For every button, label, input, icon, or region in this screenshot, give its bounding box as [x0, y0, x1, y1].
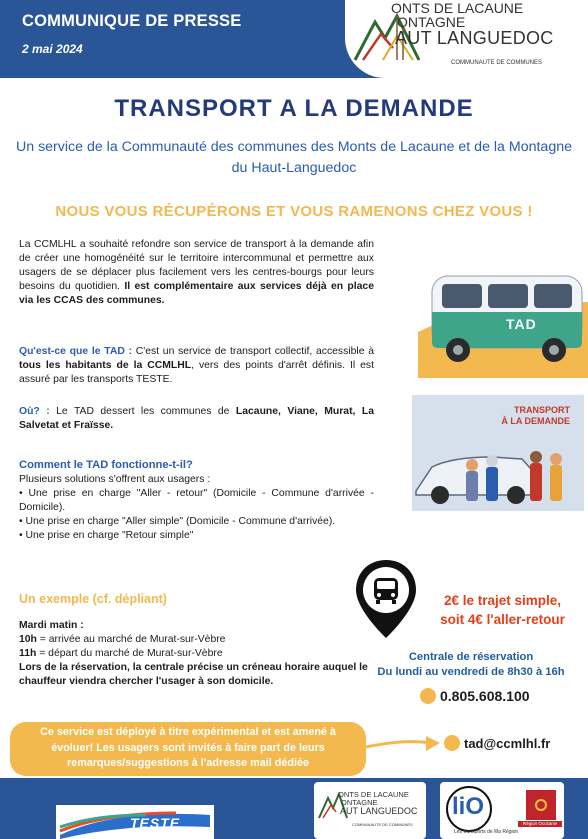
teste-logo-text: TESTE — [130, 815, 181, 831]
how-it-works-list — [19, 473, 374, 543]
lio-logo — [440, 782, 564, 839]
price-info — [420, 591, 585, 629]
logo-text-line1: ONTS DE LACAUNE — [391, 0, 524, 16]
where-paragraph — [19, 405, 374, 433]
where-text: Le TAD dessert les communes de — [49, 406, 236, 417]
occitanie-flag-icon — [526, 790, 556, 820]
occitanie-label: Région Occitanie — [518, 821, 562, 827]
footer-logo-line4: COMMUNAUTE DE COMMUNES — [352, 822, 413, 827]
reservation-center — [355, 650, 587, 680]
email-icon — [444, 735, 460, 751]
arrow-icon — [364, 733, 446, 757]
teste-logo — [56, 805, 214, 839]
price-line2: soit 4€ l'aller-retour — [440, 612, 565, 627]
price-line1: 2€ le trajet simple, — [443, 593, 562, 608]
page-title: TRANSPORT A LA DEMANDE — [114, 95, 474, 122]
email-contact[interactable] — [444, 735, 550, 751]
footer-ccmlhl-logo — [314, 782, 426, 839]
example-heading: Un exemple (cf. dépliant) — [19, 592, 167, 606]
headline: NOUS VOUS RÉCUPÉRONS ET VOUS RAMENONS CHEZ VOUS ! — [55, 203, 533, 220]
footer-logo-line1: ONTS DE LACAUNE — [338, 790, 409, 799]
bus-icon — [418, 262, 588, 378]
reservation-hours: Du lundi au vendredi de 8h30 à 16h — [377, 666, 565, 678]
option-return-only: • Une prise en charge "Retour simple" — [19, 530, 194, 541]
phone-number-text: 0.805.608.100 — [440, 688, 530, 704]
email-address: tad@ccmlhl.fr — [464, 736, 551, 751]
footer-logo-line2: ONTAGNE — [341, 798, 378, 807]
where-label: Où? : — [19, 406, 50, 417]
phone-icon — [420, 688, 436, 704]
bus-illustration — [418, 262, 588, 378]
intro-text: La CCMLHL a souhaité refondre son service de transport à la demande afin de créer une homogénéité sur le territoire intercommunal et permettre aux usagers de se déplacer plus facilement vers les centres-bourgs pour leurs besoins du quotidien. — [19, 239, 374, 292]
what-is-tad-bold: tous les habitants de la CCMLHL — [19, 360, 192, 371]
what-is-tad-text-end: , vers des points d'arrêt définis. Il est assuré par les transports TESTE. — [19, 360, 375, 385]
experimental-notice-text: Ce service est déployé à titre expérimental et est amené à évoluer! Les usagers sont invités à faire part de leurs remarques/suggestions à l'adresse mail dédiée — [40, 726, 336, 769]
where-communes: Lacaune, Viane, Murat, La Salvetat et Fraïsse. — [19, 406, 374, 431]
press-release-label: COMMUNIQUE DE PRESSE — [22, 12, 242, 30]
what-is-tad-label: Qu'est-ce que le TAD : — [19, 346, 133, 357]
experimental-notice — [10, 722, 366, 776]
press-release-date: 2 mai 2024 — [22, 42, 83, 56]
option-round-trip: • Une prise en charge "Aller - retour" (Domicile - Commune d'arrivée - Domicile). — [19, 488, 374, 513]
example-10h-text: = arrivée au marché de Murat-sur-Vèbre — [36, 634, 226, 645]
lio-caption: Les transports de Ma Région — [454, 829, 519, 835]
tad-illustration — [412, 395, 584, 511]
intro-paragraph — [19, 238, 374, 308]
logo-text-line3: AUT LANGUEDOC — [395, 28, 554, 48]
example-11h: 11h — [19, 648, 37, 659]
option-one-way: • Une prise en charge "Aller simple" (Domicile - Commune d'arrivée). — [19, 516, 336, 527]
what-is-tad-paragraph — [19, 345, 374, 387]
reservation-title: Centrale de réservation — [408, 651, 534, 663]
logo-text-line2: ONTAGNE — [397, 14, 466, 30]
example-day: Mardi matin : — [19, 620, 84, 631]
how-it-works-heading: Comment le TAD fonctionne-t-il? — [19, 459, 193, 471]
ccmlhl-logo — [345, 0, 588, 78]
phone-number[interactable] — [420, 688, 530, 704]
tad-card-line1: TRANSPORT — [514, 405, 570, 415]
options-intro: Plusieurs solutions s'offrent aux usagers : — [19, 474, 211, 485]
footer-logo-line3: AUT LANGUEDOC — [340, 806, 418, 816]
lio-logo-text: liO — [452, 793, 485, 820]
tad-card-label — [501, 405, 570, 427]
how-it-works-title — [19, 458, 374, 472]
tad-card-line2: À LA DEMANDE — [501, 416, 570, 426]
bus-stop-pin-icon — [352, 558, 420, 642]
what-is-tad-text: C'est un service de transport collectif, accessible à — [132, 346, 374, 357]
logo-text-line4: COMMUNAUTE DE COMMUNES — [451, 60, 542, 66]
example-note: Lors de la réservation, la centrale précise un créneau horaire auquel le chauffeur viendra chercher l'usager à son domicile. — [19, 662, 368, 687]
example-10h: 10h — [19, 634, 37, 645]
bus-tad-label: TAD — [506, 316, 537, 332]
page-subtitle: Un service de la Communauté des communes des Monts de Lacaune et de la Montagne du Haut-Languedoc — [16, 139, 572, 176]
intro-text-bold: Il est complémentaire aux services déjà en place via les CCAS des communes. — [19, 281, 374, 306]
example-11h-text: = départ du marché de Murat-sur-Vèbre — [36, 648, 223, 659]
example-block — [19, 619, 374, 689]
